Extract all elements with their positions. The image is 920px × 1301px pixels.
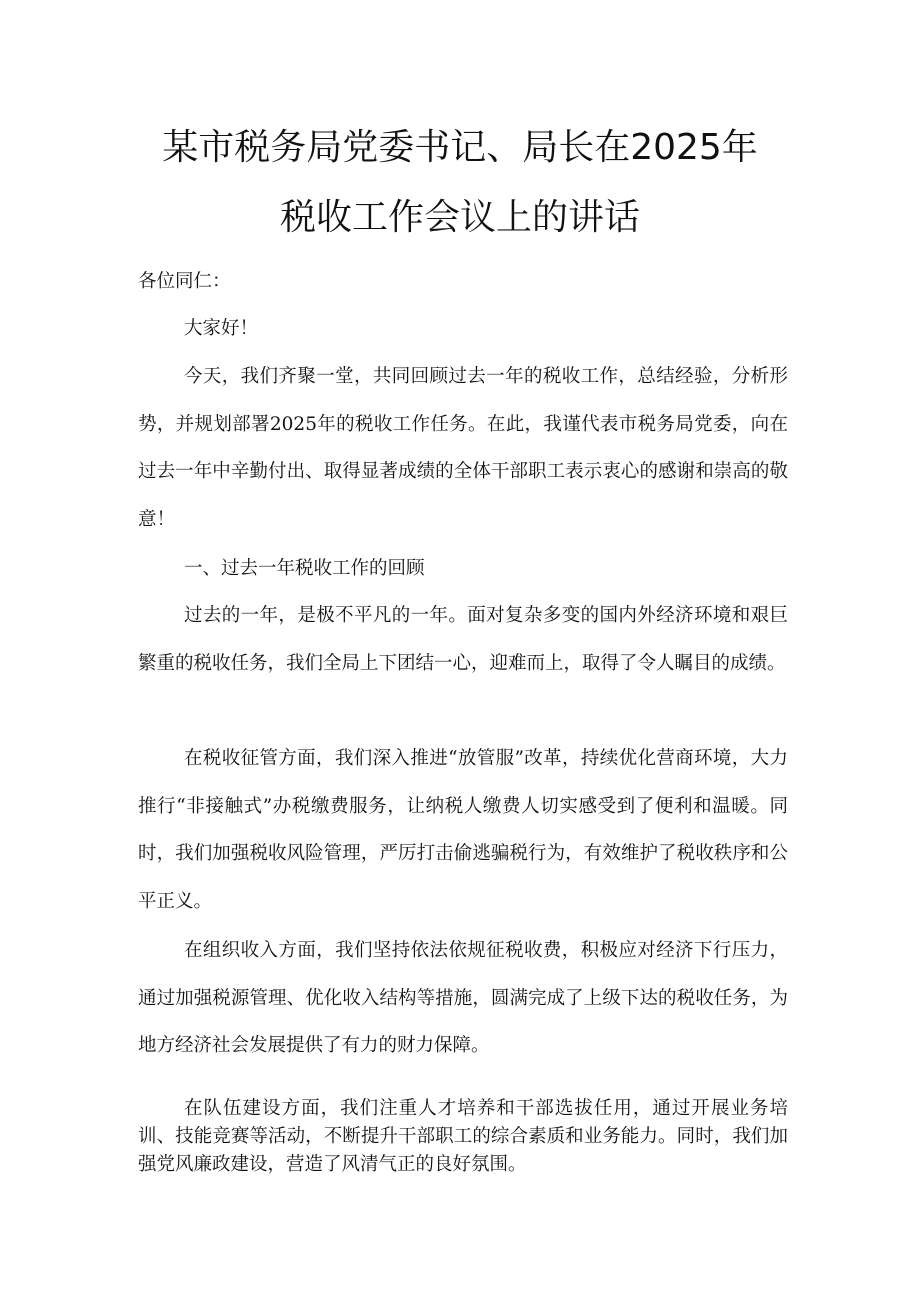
section-heading-1: 一、过去一年税收工作的回顾: [184, 558, 425, 579]
document-title-line-2: 税收工作会议上的讲话: [279, 197, 640, 238]
team-building-paragraph: 在队伍建设方面，我们注重人才培养和干部选拔任用，通过开展业务培训、技能竞赛等活动，不断提升干部职工的综合素质和业务能力。同时，我们加强党风廉政建设，营造了风清气正的良好氛围。: [138, 1098, 788, 1175]
greeting: 各位同仁：: [138, 271, 231, 292]
review-paragraph: 过去的一年，是极不平凡的一年。面对复杂多变的国内外经济环境和艰巨繁重的税收任务，我们全局上下团结一心，迎难而上，取得了令人瞩目的成绩。: [138, 605, 788, 674]
document-title-line-1: 某市税务局党委书记、局长在2025年: [162, 127, 758, 168]
revenue-paragraph: 在组织收入方面，我们坚持依法依规征税收费，积极应对经济下行压力，通过加强税源管理、优化收入结构等措施，圆满完成了上级下达的税收任务，为地方经济社会发展提供了有力的财力保障。: [138, 940, 788, 1056]
intro-paragraph: 今天，我们齐聚一堂，共同回顾过去一年的税收工作，总结经验，分析形势，并规划部署2025年的税收工作任务。在此，我谨代表市税务局党委，向在过去一年中辛勤付出、取得显著成绩的全体干部职工表示衷心的感谢和崇高的敬意！: [138, 366, 788, 530]
hello-line: 大家好！: [184, 318, 259, 339]
tax-collection-paragraph: 在税收征管方面，我们深入推进“放管服”改革，持续优化营商环境，大力推行“非接触式”办税缴费服务，让纳税人缴费人切实感受到了便利和温暖。同时，我们加强税收风险管理，严厉打击偷逃骗税行为，有效维护了税收秩序和公平正义。: [138, 748, 788, 912]
